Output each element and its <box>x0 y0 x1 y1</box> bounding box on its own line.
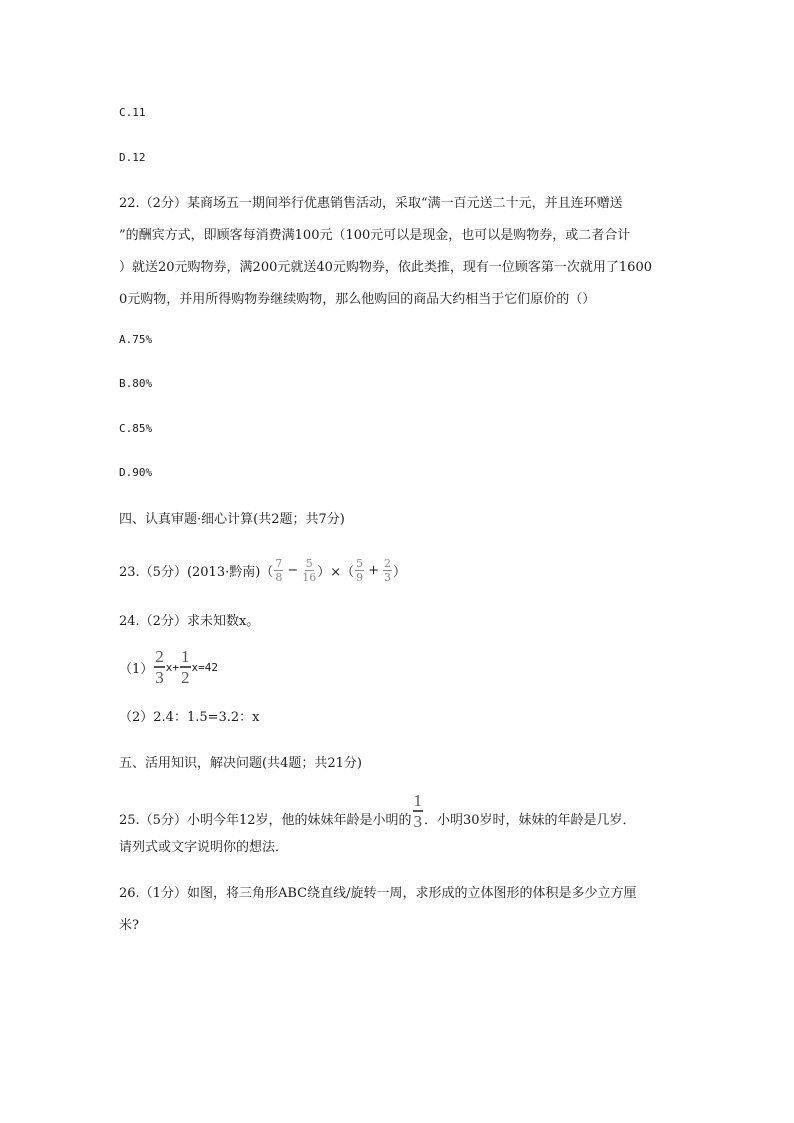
q22-line: 22.（2分）某商场五一期间举行优惠销售活动，采取“满一百元送二十元，并且连环赠送 <box>119 196 623 211</box>
option-d-q21: D.12 <box>119 151 146 164</box>
q22-line: ”的酬宾方式，即顾客每消费满100元（100元可以是现金，也可以是购物券，或二者合计 <box>119 228 631 243</box>
part-label: （1） <box>119 661 154 677</box>
plus-sign: + <box>368 563 380 578</box>
close-paren: ） <box>393 565 407 580</box>
fraction-1-3 <box>413 792 424 830</box>
option-c-q21: C.11 <box>119 106 146 119</box>
fraction-denominator: 16 <box>302 571 317 584</box>
fraction-denominator: 2 <box>181 668 190 687</box>
fraction-numerator: 5 <box>305 557 313 570</box>
q25-text: 25.（5分）小明今年12岁，他的妹妹年龄是小明的 <box>119 812 412 828</box>
fraction-denominator: 3 <box>155 668 164 687</box>
fraction-numerator: 1 <box>413 791 422 810</box>
minus-sign: − <box>287 563 299 578</box>
q22-line: 0元购物，并用所得购物券继续购物，那么他购回的商品大约相当于它们原价的（） <box>119 292 596 307</box>
close-times: ）×（ <box>317 565 355 580</box>
fraction-5-16 <box>302 558 316 583</box>
fraction-2-3 <box>154 648 165 686</box>
fraction-5-9 <box>355 558 364 583</box>
fraction-numerator: 7 <box>275 557 283 570</box>
q24-part-1 <box>119 648 218 686</box>
q25-line-2: 请列式或文字说明你的想法． <box>119 840 289 855</box>
equation-text: x=42 <box>191 660 219 674</box>
fraction-numerator: 2 <box>384 557 392 570</box>
q26-line-1: 26.（1分）如图，将三角形ABC绕直线/旋转一周，求形成的立体图形的体积是多少立方厘 <box>119 886 637 901</box>
fraction-1-2 <box>180 648 191 686</box>
fraction-denominator: 3 <box>384 571 392 584</box>
fraction-denominator: 3 <box>413 812 422 831</box>
section-5-heading: 五、活用知识，解决问题(共4题；共21分) <box>119 756 362 771</box>
q24-stem: 24.（2分）求未知数x。 <box>119 614 260 629</box>
fraction-2-3 <box>383 558 392 583</box>
option-b-q22: B.80% <box>119 377 153 390</box>
fraction-numerator: 1 <box>181 647 190 666</box>
fraction-numerator: 5 <box>356 557 364 570</box>
option-d-q22: D.90% <box>119 466 153 479</box>
section-4-heading: 四、认真审题·细心计算(共2题；共7分) <box>119 512 345 527</box>
fraction-numerator: 2 <box>155 647 164 666</box>
option-a-q22: A.75% <box>119 333 153 346</box>
q25-text: ．小明30岁时，妹妹的年龄是几岁． <box>424 812 636 828</box>
fraction-7-8 <box>274 558 283 583</box>
q24-part-2: （2）2.4：1.5=3.2：x <box>119 710 260 725</box>
equation-text: x+ <box>165 660 180 674</box>
question-25 <box>119 792 636 830</box>
question-23 <box>119 558 406 583</box>
q22-line: ）就送20元购物券，满200元就送40元购物券，依此类推，现有一位顾客第一次就用了1600 <box>119 260 652 275</box>
q26-line-2: 米? <box>119 918 139 933</box>
q23-prefix: 23.（5分）(2013·黔南)（ <box>119 565 274 580</box>
fraction-denominator: 8 <box>275 571 283 584</box>
option-c-q22: C.85% <box>119 422 153 435</box>
fraction-denominator: 9 <box>356 571 364 584</box>
